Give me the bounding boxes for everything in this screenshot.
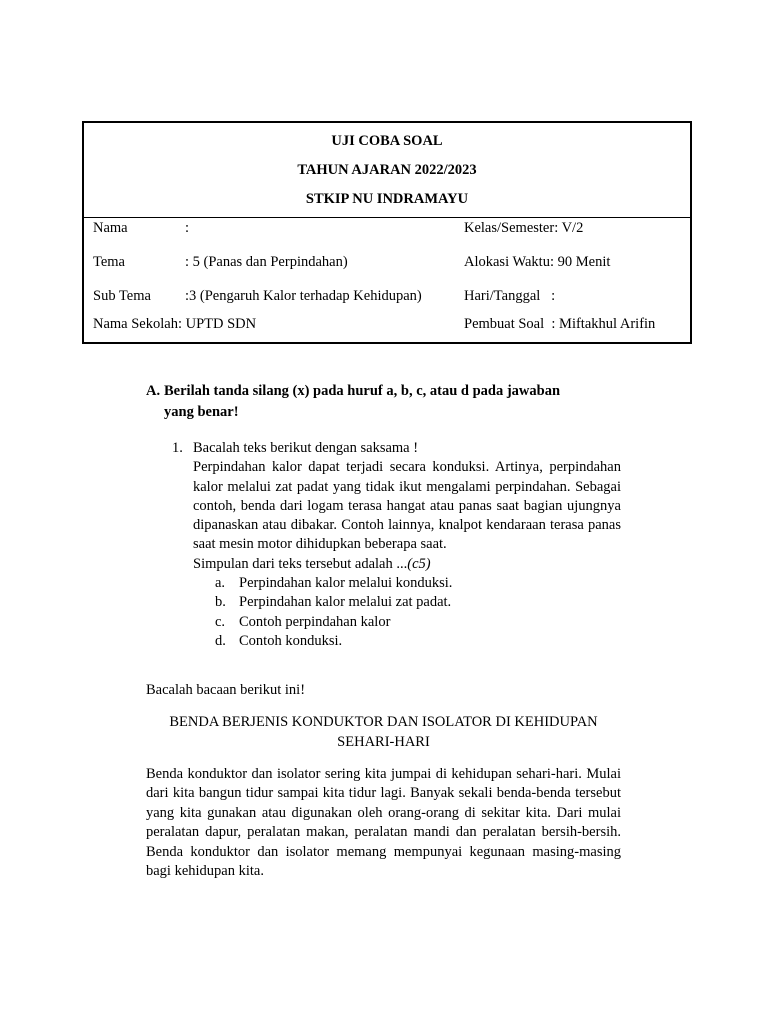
nama-value: :: [185, 220, 190, 236]
hari-tanggal: Hari/Tanggal :: [464, 288, 556, 304]
alokasi-waktu: Alokasi Waktu: 90 Menit: [464, 254, 611, 270]
section-instruction-line2: yang benar!: [164, 404, 239, 420]
question-1: [172, 439, 621, 651]
kelas-semester: Kelas/Semester: V/2: [464, 220, 584, 236]
institution-name: STKIP NU INDRAMAYU: [305, 191, 469, 207]
option-text: Contoh perpindahan kalor: [239, 613, 391, 630]
exam-title: UJI COBA SOAL: [331, 133, 443, 149]
subtema-value: :3 (Pengaruh Kalor terhadap Kehidupan): [185, 288, 422, 304]
option-b[interactable]: [193, 593, 621, 612]
tema-value: : 5 (Panas dan Perpindahan): [185, 254, 348, 270]
option-c[interactable]: [193, 613, 621, 632]
tema-label: Tema: [93, 254, 125, 270]
cognitive-level: (c5): [407, 555, 431, 572]
option-letter: d.: [215, 632, 226, 649]
option-text: Perpindahan kalor melalui zat padat.: [239, 594, 452, 611]
question-prompt: [193, 555, 621, 574]
nama-sekolah: Nama Sekolah: UPTD SDN: [93, 316, 257, 332]
pembuat-soal: Pembuat Soal : Miftakhul Arifin: [464, 316, 656, 332]
option-letter: a.: [215, 575, 226, 592]
answer-options: [193, 574, 621, 651]
header-divider: [84, 217, 690, 218]
reading-instruction: Bacalah bacaan berikut ini!: [146, 682, 306, 698]
exam-header-box: [82, 121, 692, 344]
option-a[interactable]: [193, 574, 621, 593]
question-intro: Bacalah teks berikut dengan saksama !: [193, 440, 419, 456]
section-letter: A.: [146, 383, 161, 399]
question-prompt-text: Simpulan dari teks tersebut adalah ...: [193, 555, 408, 572]
reading-body: Benda konduktor dan isolator sering kita jumpai di kehidupan sehari-hari. Mulai dari kita bangun tidur sampai kita tidur lagi. Banyak sekali benda-benda tersebut yang kita gunakan atau digunakan oleh orang-orang di sekitar kita. Dari mulai peralatan dapur, peralatan makan, peralatan mandi dan peralatan bersih-bersih. Benda konduktor dan isolator memang mempunyai kegunaan masing-masing bagi kehidupan kita.: [146, 766, 621, 880]
option-text: Perpindahan kalor melalui konduksi.: [239, 575, 453, 592]
option-letter: c.: [215, 613, 226, 630]
question-number: 1.: [172, 440, 183, 456]
option-text: Contoh konduksi.: [239, 632, 343, 649]
question-passage: Perpindahan kalor dapat terjadi secara konduksi. Artinya, perpindahan kalor melalui zat padat yang tidak ikut mengalami perpindahan. Sebagai contoh, benda dari logam terasa hangat atau panas saat bagian ujungnya dipanaskan atau dibakar. Contoh lainnya, knalpot kendaraan terasa panas saat mesin motor dihidupkan beberapa saat.: [193, 459, 621, 553]
subtema-label: Sub Tema: [93, 288, 151, 304]
nama-label: Nama: [93, 220, 128, 236]
section-instruction-line1: Berilah tanda silang (x) pada huruf a, b, c, atau d pada jawaban: [164, 383, 561, 399]
option-d[interactable]: [193, 632, 621, 651]
option-letter: b.: [215, 594, 226, 611]
academic-year: TAHUN AJARAN 2022/2023: [297, 162, 477, 178]
reading-title: BENDA BERJENIS KONDUKTOR DAN ISOLATOR DI KEHIDUPAN SEHARI-HARI: [169, 714, 598, 750]
section-a-instruction: [146, 381, 616, 423]
